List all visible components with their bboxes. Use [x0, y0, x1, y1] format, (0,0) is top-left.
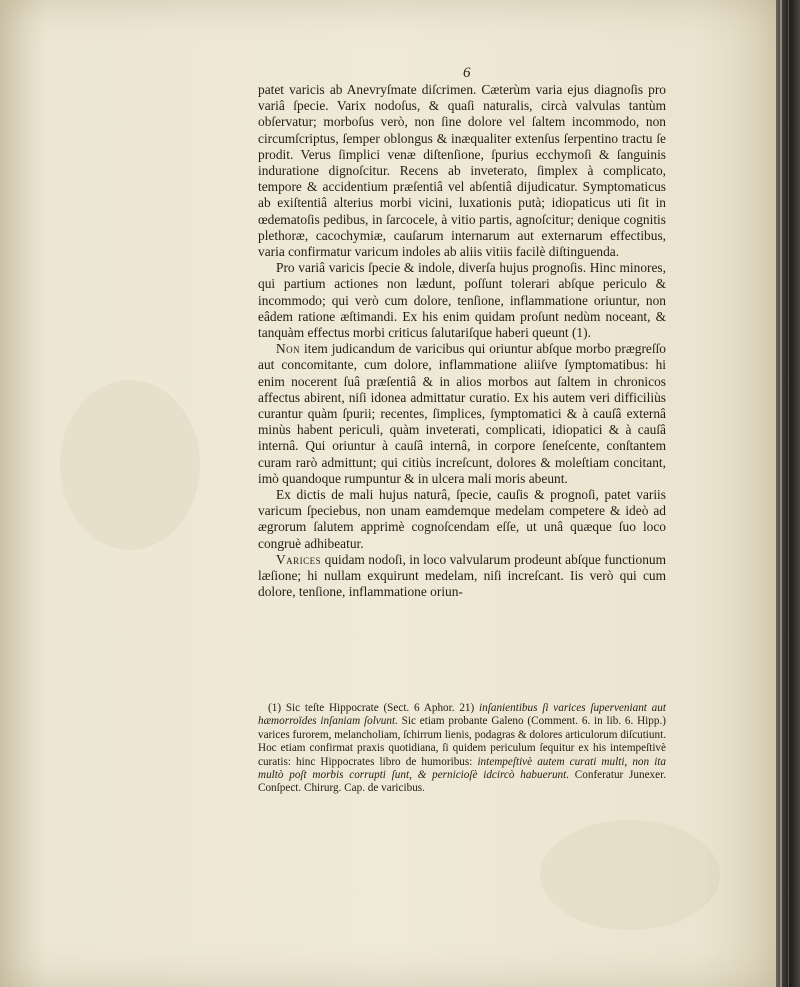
paragraph-body: item judicandum de varicibus qui oriuntur abſque morbo prægreſſo aut concomitante, cum dolore, inflammatione aliiſve ſymptomatibus: hi enim nocerent ſuâ præſentiâ & in alios morbos aut ſaltem in chronicos affectus abirent, niſi idonea admittatur curatio. Ex his autem veri difficiliùs curantur quàm ſpurii; recentes, ſimplices, ſymptomatici & à cauſâ externâ minùs habent periculi, quàm inveterati, complicati, idiopatici & à cauſâ internâ. Qui oriuntur à cauſâ internâ, in corpore ſeneſcente, conſtantem curam rarò admittunt; qui citiùs increſcunt, dolores & moleſtiam concitant, imò quandoque rumpuntur & in ulcera mali moris abeunt.: [258, 341, 666, 486]
footnote-part: Sic etiam probante Galeno (Comment. 6. in lib. 6. Hipp.) varices furorem, melancholiam, ſchirrum lienis, podagras & dolores articulorum diſcutiunt. Hoc etiam confirmat praxis quotidiana, ſi quidem periculum ſequitur ex his intempeſtivè curatis: hinc Hippocrates libro de humoribus:: [258, 715, 666, 768]
paragraph-varices: [258, 552, 666, 601]
footnote-quote: intempeſtivè autem curati multi, non ita multò poſt morbis corrupti ſunt, & pernicioſè idcircò habuerunt.: [258, 755, 666, 782]
footnote-quote: inſanientibus ſi varices ſuperveniant aut hæmorroïdes inſaniam ſolvunt.: [258, 702, 666, 728]
binding-highlight: [780, 0, 782, 987]
paragraph-body: quidam nodoſi, in loco valvularum prodeunt abſque functionum læſione; hi nullam exquirunt medelam, niſi increſcant. Iis verò qui cum dolore, tenſione, inflammatione oriun-: [258, 551, 666, 600]
main-text: [258, 82, 666, 601]
paper-stain: [540, 820, 720, 930]
paragraph-lead-word: Non: [276, 341, 301, 357]
paragraph-lead-word: Varices: [276, 551, 322, 567]
paragraph-non-item: [258, 341, 666, 487]
footnote-part: Sic teſte Hippocrate (Sect. 6 Aphor. 21): [281, 702, 480, 714]
footnote-text: [258, 702, 666, 796]
footnote-part: Conferatur Junexer. Conſpect. Chirurg. Cap. de varicibus.: [258, 769, 666, 795]
footnote: [258, 702, 666, 796]
page-number: 6: [463, 65, 471, 81]
paragraph-continuation: patet varicis ab Anevryſmate diſcrimen. Cæterùm varia ejus diagnoſis pro variâ ſpecie. Varix nodoſus, & quaſi naturalis, circà valvulas tantùm obſervatur; morboſus verò, non ſine dolore vel ſaltem incommodo, non circumſcriptus, ſemper oblongus & inæqualiter extenſus ſerpentino tractu ſe prodit. Verus ſimplici venæ diſtenſione, ſpurius ecchymoſi & ſanguinis induratione dignoſcitur. Recens ab inveterato, ſimplex à complicato, tempore & accidentium præſentiâ vel abſentiâ dijudicatur. Symptomaticus ab exiſtentiâ alterius morbi vicini, luxationis putà; idiopaticus uti ſit in œdematoſis pedibus, in ſarcocele, à vitio partis, agnoſcitur; denique cognitis plethoræ, cacochymiæ, cauſarum internarum aut externarum effectibus, varia confirmatur varicum indoles ab aliis vitiis facilè diſtinguenda.: [258, 82, 666, 260]
footnote-marker: (1): [268, 702, 282, 714]
paragraph-ex-dictis: Ex dictis de mali hujus naturâ, ſpecie, cauſis & prognoſi, patet variis varicum ſpeciebus, non unam eamdemque medelam competere & ideò ad ægrorum ſalutem apprimè cognoſcendam eſſe, ut unâ quæque ſuo loco congruè adhibeatur.: [258, 487, 666, 551]
book-binding-edge: [776, 0, 800, 987]
binding-highlight: [788, 0, 789, 987]
paper-stain: [60, 380, 200, 550]
paragraph-prognosis: Pro variâ varicis ſpecie & indole, diverſa hujus prognoſis. Hinc minores, qui partium actiones non lædunt, poſſunt tolerari abſque periculo & incommodo; qui verò cum dolore, tenſione, inflammatione oriuntur, non eâdem ratione æſtimandi. Ex his enim quidam proſunt nedùm noceant, & tanquàm effectus morbi criticus ſalutariſque haberi queunt (1).: [258, 260, 666, 341]
